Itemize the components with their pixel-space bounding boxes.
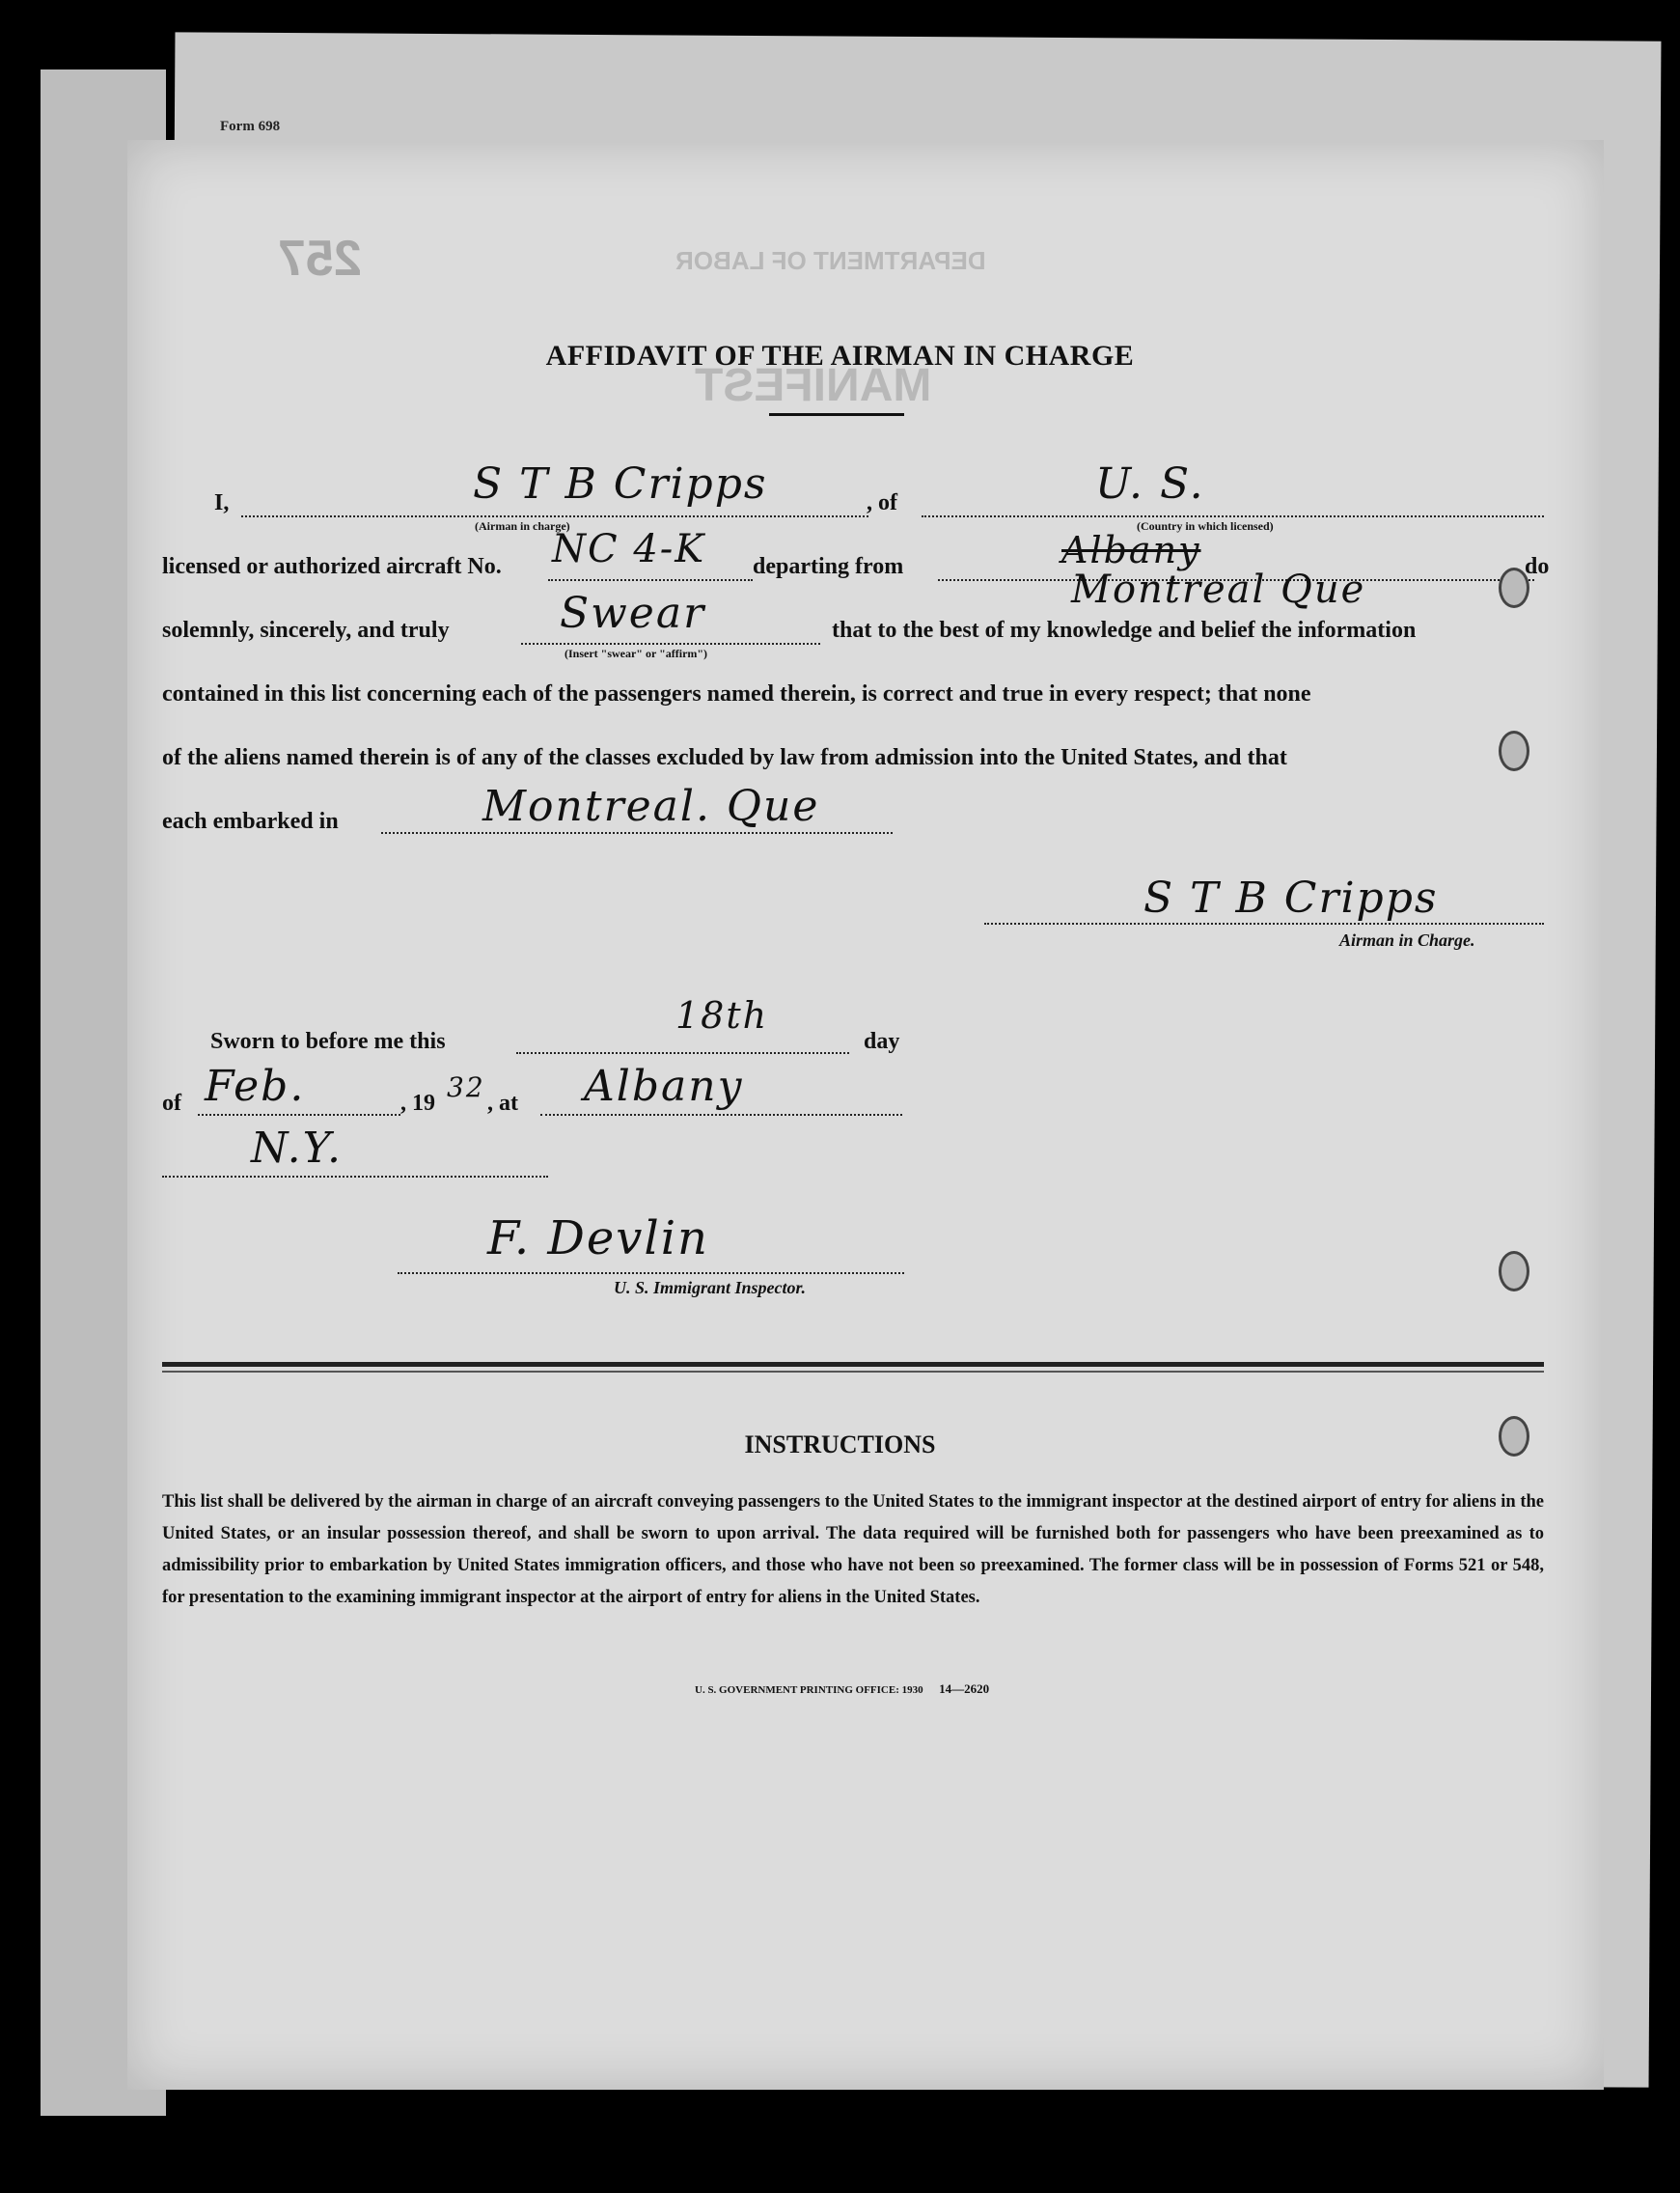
sworn-day-line	[516, 1052, 849, 1054]
embarked-line	[381, 832, 893, 834]
country-caption: (Country in which licensed)	[1137, 519, 1274, 533]
place-line	[540, 1114, 902, 1116]
state-line	[162, 1176, 548, 1178]
month-value: Feb.	[205, 1062, 306, 1111]
punch-hole	[1499, 1251, 1529, 1291]
aircraft-line	[548, 579, 753, 581]
oath-value: Swear	[560, 589, 706, 638]
sworn-label: Sworn to before me this	[210, 1029, 446, 1054]
printing-office-footer	[695, 1681, 989, 1697]
country-value: U. S.	[1095, 459, 1205, 509]
title-underline	[769, 413, 904, 416]
line4-text: contained in this list concerning each of the passengers named therein, is correct and true in every respect; that none	[162, 681, 1311, 707]
airman-signature-caption: Airman in Charge.	[1339, 930, 1475, 950]
airman-signature-line	[984, 923, 1544, 925]
bleed-through-text: DEPARTMENT OF LABOR	[675, 246, 986, 275]
embarked-in-value: Montreal. Que	[482, 782, 820, 831]
day-label: day	[864, 1029, 900, 1054]
do-label: do	[1525, 554, 1550, 579]
airman-signature: S T B Cripps	[1143, 874, 1439, 923]
instructions-body: This list shall be delivered by the airman in charge of an aircraft conveying passengers to the United States to the immigrant inspector at the destined airport of entry for aliens in the United States, or an insular possession thereof, and shall be sworn to upon arrival. The data required will be furnished both for passengers who have been preexamined as to admissibility prior to embarkation by United States immigration officers, and those who have not been so preexamined. The former class will be in possession of Forms 521 or 548, for presentation to the examining immigrant inspector at the airport of entry for aliens in the United States.	[162, 1492, 1544, 1607]
state-value: N.Y.	[251, 1124, 344, 1173]
airman-name-line	[241, 515, 868, 517]
year-suffix: 32	[447, 1071, 485, 1103]
sworn-of-label: of	[162, 1091, 181, 1116]
instructions-heading: INSTRUCTIONS	[744, 1430, 936, 1458]
oath-caption: (Insert "swear" or "affirm")	[565, 647, 708, 660]
punch-hole	[1499, 568, 1529, 608]
inspector-signature: F. Devlin	[487, 1211, 709, 1265]
at-label: , at	[487, 1091, 518, 1116]
line5-text: of the aliens named therein is of any of the classes excluded by law from admission into the United States, and that	[162, 745, 1287, 770]
airman-name-value: S T B Cripps	[473, 459, 768, 509]
aircraft-no-value: NC 4-K	[552, 527, 706, 571]
airman-caption: (Airman in charge)	[475, 519, 570, 533]
embarked-label: each embarked in	[162, 809, 339, 834]
licensed-label: licensed or authorized aircraft No.	[162, 554, 502, 579]
bleed-through-text: MANIFEST	[695, 360, 932, 411]
form-number: Form 698	[220, 119, 281, 134]
sworn-day-value: 18th	[675, 994, 769, 1037]
stamp-number: 257	[278, 231, 362, 287]
line3-text: that to the best of my knowledge and belief the information	[832, 618, 1417, 643]
section-divider	[162, 1362, 1544, 1367]
departing-struck-value: Albany	[1061, 529, 1201, 571]
departing-from-value: Montreal Que	[1071, 568, 1366, 612]
form-code: 14—2620	[939, 1681, 990, 1696]
punch-hole	[1499, 731, 1529, 771]
oath-line	[521, 643, 820, 645]
inspector-signature-line	[398, 1272, 904, 1274]
of-label: , of	[867, 490, 897, 515]
section-divider-thin	[162, 1371, 1544, 1373]
inspector-caption: U. S. Immigrant Inspector.	[614, 1278, 807, 1297]
departing-label: departing from	[753, 554, 904, 579]
year-prefix: , 19	[400, 1091, 435, 1116]
month-line	[198, 1114, 400, 1116]
solemnly-label: solemnly, sincerely, and truly	[162, 618, 450, 643]
printing-office: U. S. GOVERNMENT PRINTING OFFICE: 1930	[695, 1684, 923, 1696]
country-line	[922, 515, 1544, 517]
i-label: I,	[214, 490, 230, 515]
place-value: Albany	[584, 1062, 744, 1111]
page-title: AFFIDAVIT OF THE AIRMAN IN CHARGE	[545, 340, 1135, 372]
